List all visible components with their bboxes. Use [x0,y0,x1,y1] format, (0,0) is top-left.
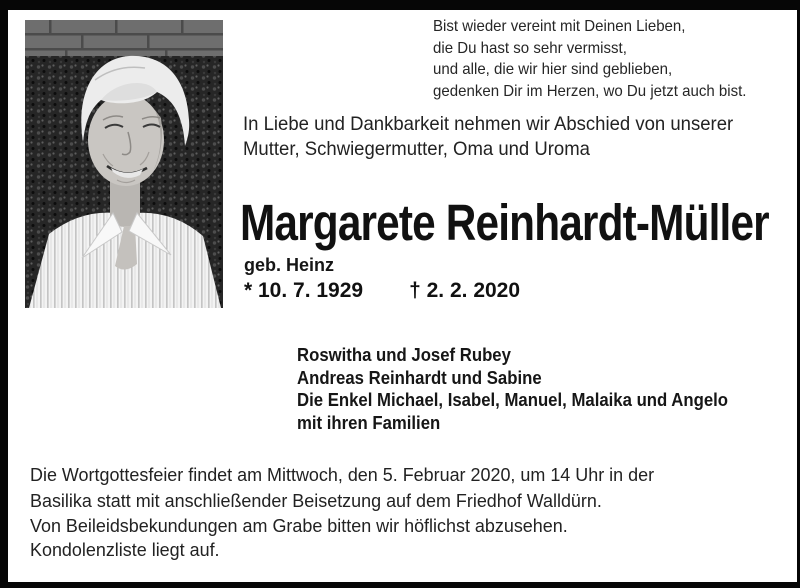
poem-line: gedenken Dir im Herzen, wo Du jetzt auch bist. [433,82,747,100]
mourner-line: Die Enkel Michael, Isabel, Manuel, Malaika und Angelo [297,390,729,410]
portrait-photo [25,20,223,308]
memorial-poem [433,16,746,102]
mourners-list [297,344,728,434]
service-info [30,462,654,513]
deceased-name: Margarete Reinhardt-Müller [240,194,769,251]
farewell-text [243,112,733,162]
mourner-line: Andreas Reinhardt und Sabine [297,367,542,388]
farewell-line: In Liebe und Dankbarkeit nehmen wir Abschied von unserer [243,113,734,135]
farewell-line: Mutter, Schwiegermutter, Oma und Uroma [243,138,590,160]
life-dates [244,279,520,303]
death-date: † 2. 2. 2020 [409,279,521,302]
poem-line: Bist wieder vereint mit Deinen Lieben, [433,18,686,35]
mourner-line: mit ihren Familien [297,412,441,433]
condolence-list-note: Kondolenzliste liegt auf. [30,539,220,560]
poem-line: und alle, die wir hier sind geblieben, [433,61,673,78]
condolence-note: Von Beileidsbekundungen am Grabe bitten wir höflichst abzusehen. [30,515,568,536]
maiden-name: geb. Heinz [244,255,335,275]
poem-line: die Du hast so sehr vermisst, [433,39,627,57]
service-line: Die Wortgottesfeier findet am Mittwoch, den 5. Februar 2020, um 14 Uhr in der [30,464,655,485]
birth-date: * 10. 7. 1929 [244,279,364,302]
service-line: Basilika statt mit anschließender Beisetzung auf dem Friedhof Walldürn. [30,489,602,511]
mourner-line: Roswitha und Josef Rubey [297,345,511,365]
